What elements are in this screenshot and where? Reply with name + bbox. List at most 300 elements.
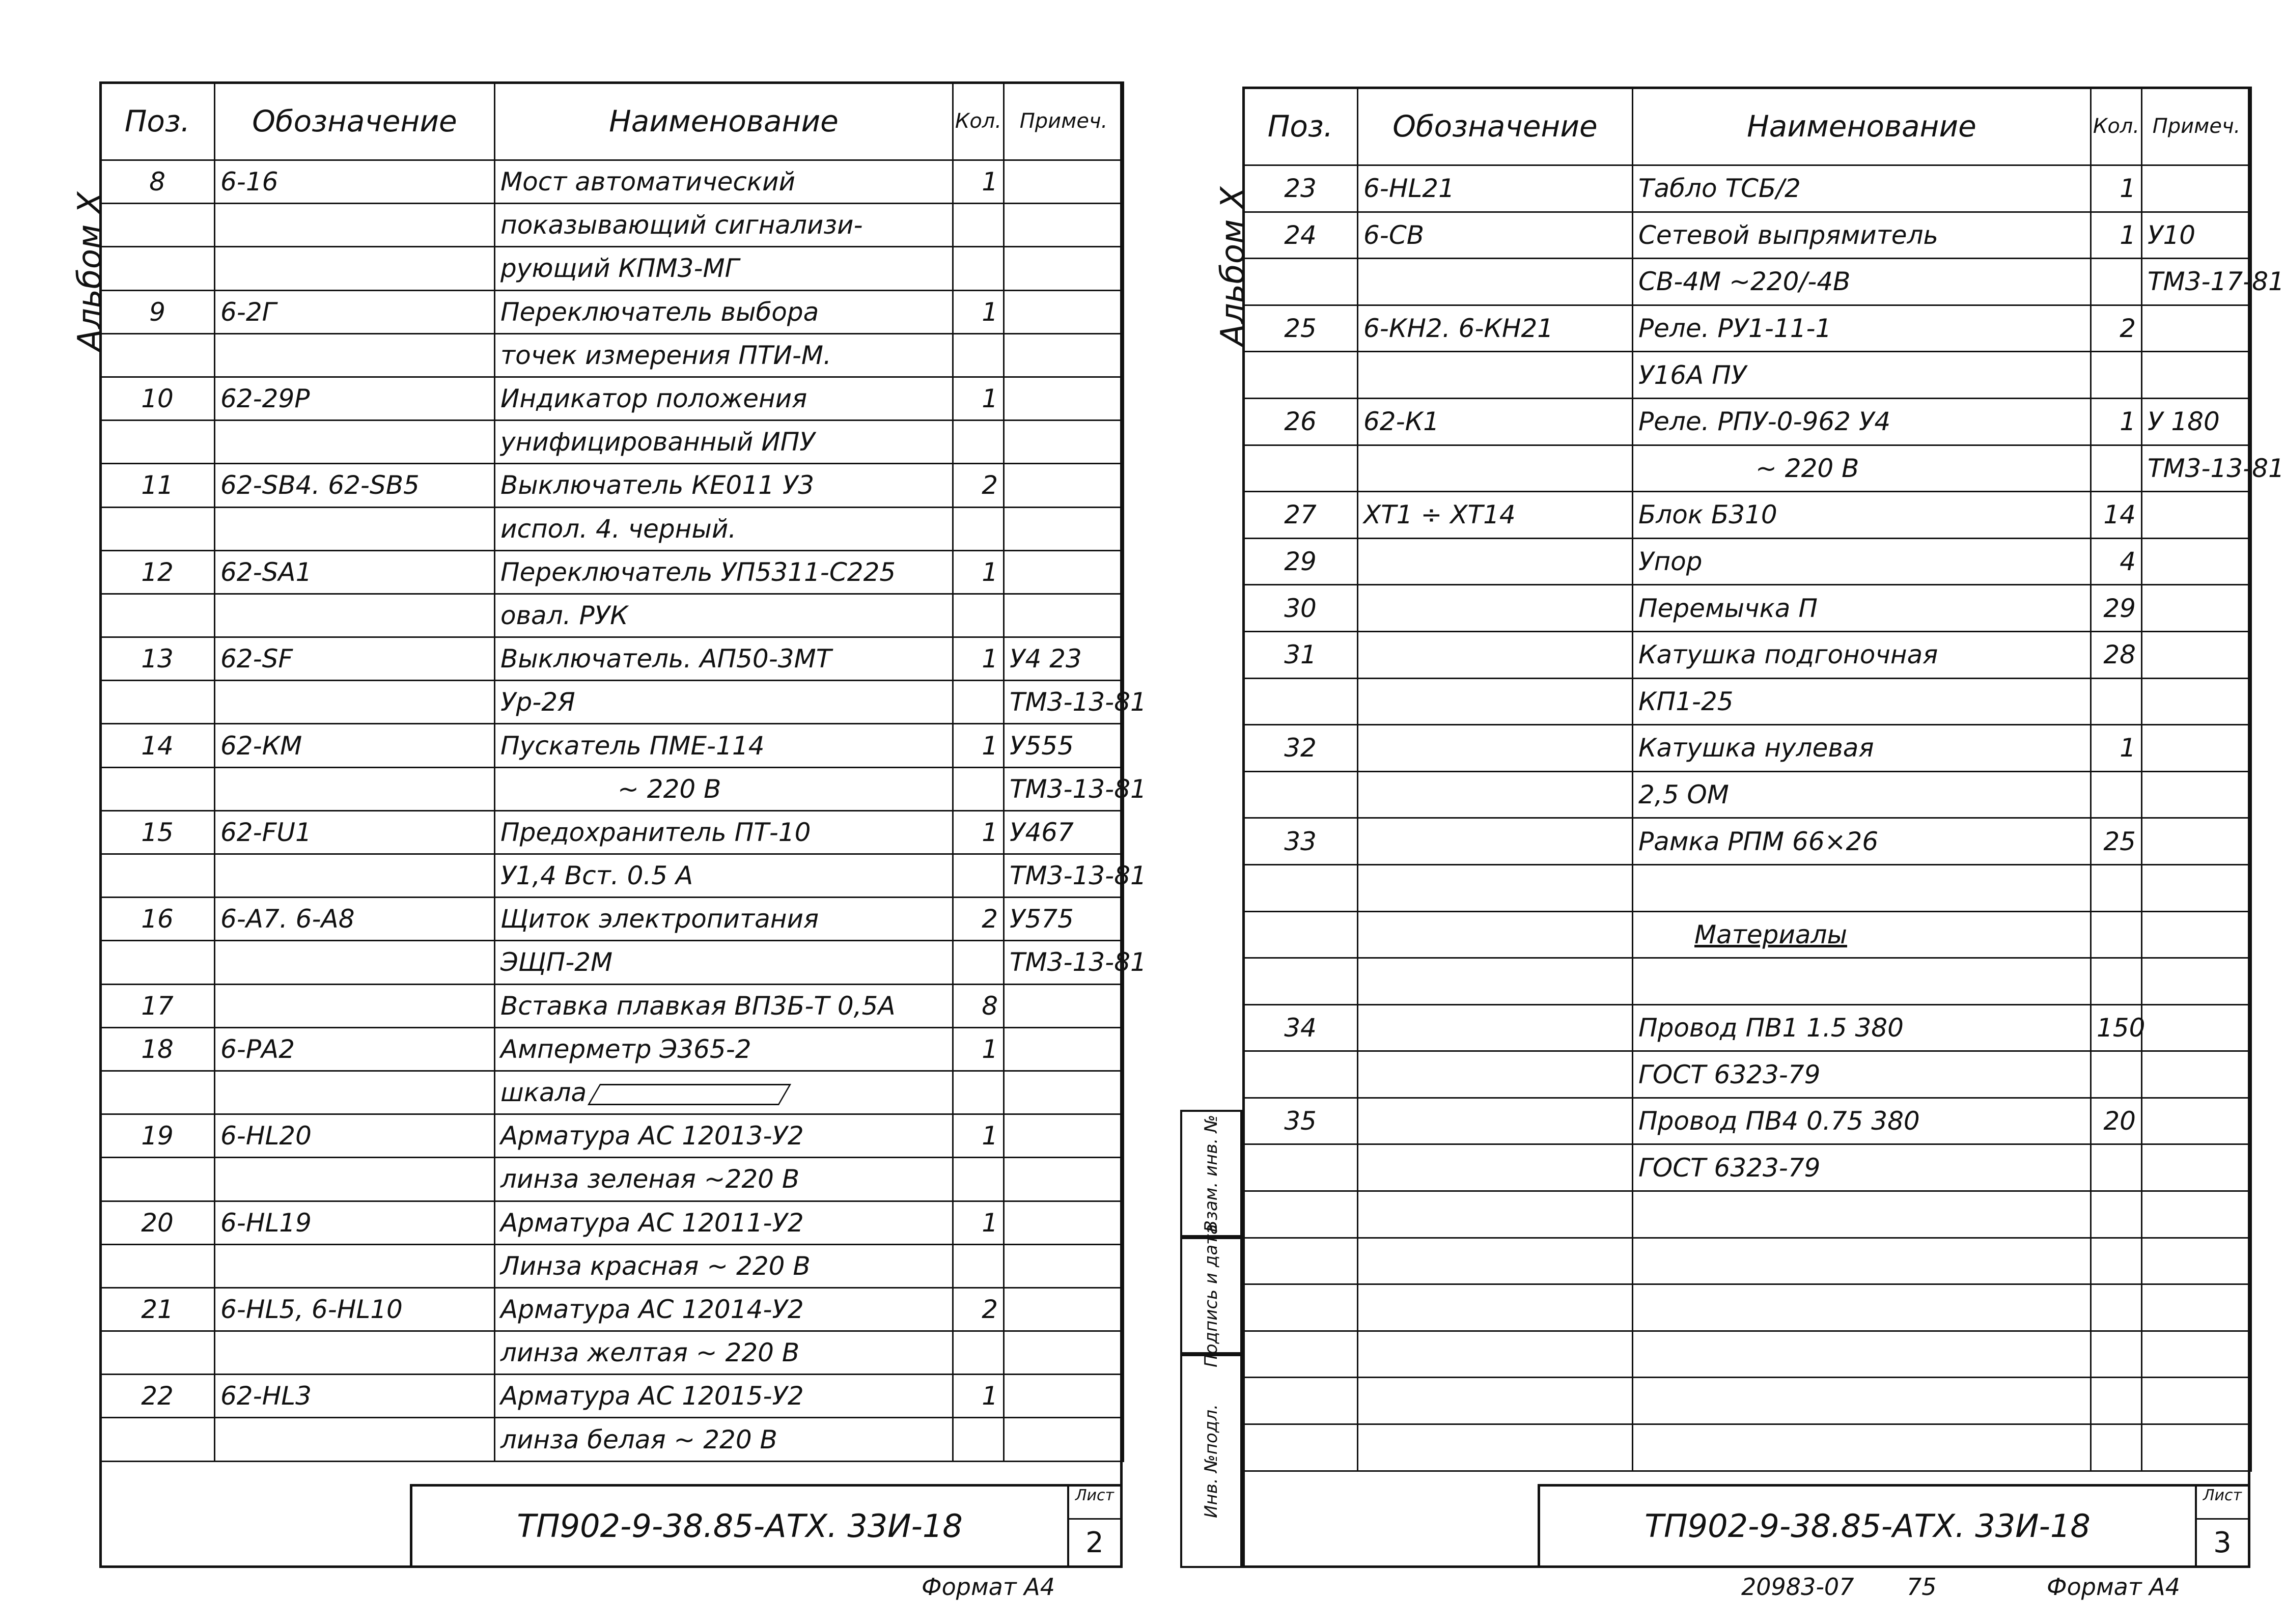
right-album-label: Альбом X <box>1214 186 1252 346</box>
qty-cell-text: 8 <box>982 991 998 1021</box>
qty-cell-text: 1 <box>982 384 998 414</box>
table-row <box>1243 1144 2251 1191</box>
pos-cell <box>100 1114 215 1158</box>
table-row <box>100 1158 1124 1201</box>
qty-cell-text: 2 <box>982 1294 998 1324</box>
designation-cell <box>1358 864 1633 911</box>
name-cell-text: Материалы <box>1694 919 1847 949</box>
pos-cell-text: 11 <box>141 470 174 500</box>
pos-cell-text: 12 <box>141 557 174 587</box>
note-cell <box>2142 352 2251 399</box>
designation-cell <box>1358 678 1633 725</box>
note-cell-text: У555 <box>1010 731 1074 761</box>
pos-cell <box>100 594 215 637</box>
designation-cell <box>215 854 495 898</box>
pos-cell-text: 27 <box>1284 500 1317 530</box>
left-spec-table <box>99 81 1147 1462</box>
name-cell <box>1633 212 2091 259</box>
name-cell-text: Катушка подгоночная <box>1638 640 1938 670</box>
designation-cell <box>1358 398 1633 445</box>
qty-cell <box>2091 212 2142 259</box>
right-spec-table <box>1242 87 2284 1472</box>
name-cell-text: Блок Б310 <box>1638 500 1777 530</box>
designation-cell <box>215 247 495 290</box>
name-cell <box>1633 1144 2091 1191</box>
designation-cell <box>215 1331 495 1375</box>
pos-cell-text: 26 <box>1284 407 1317 437</box>
pos-cell-text: 24 <box>1284 220 1317 250</box>
note-cell <box>2142 1284 2251 1331</box>
table-row <box>100 1114 1124 1158</box>
name-cell <box>495 767 953 810</box>
note-cell-text: У575 <box>1010 904 1074 934</box>
side-label-replace-text: Взам. инв. № <box>1201 1114 1221 1233</box>
pos-cell <box>100 1287 215 1331</box>
name-cell <box>495 1114 953 1158</box>
designation-cell <box>215 377 495 420</box>
designation-cell <box>1358 445 1633 492</box>
table-row <box>1243 305 2251 352</box>
qty-cell <box>953 810 1004 854</box>
pos-cell <box>1243 445 1358 492</box>
name-cell <box>1633 165 2091 212</box>
qty-cell <box>953 1027 1004 1071</box>
note-cell <box>2142 585 2251 632</box>
note-cell <box>2142 631 2251 678</box>
qty-cell <box>2091 1284 2142 1331</box>
pos-cell <box>100 160 215 204</box>
note-cell <box>1004 247 1124 290</box>
name-cell <box>1633 1191 2091 1238</box>
designation-cell-text: 62-FU1 <box>220 817 312 847</box>
designation-cell <box>1358 1098 1633 1144</box>
name-cell <box>495 1158 953 1201</box>
name-cell-text: Индикатор положения <box>500 384 807 414</box>
name-cell-text: Выключатель. АП50-3МТ <box>500 644 832 674</box>
table-row <box>100 637 1124 681</box>
side-label-sign-text: Подпись и дата <box>1201 1224 1221 1367</box>
designation-cell <box>215 1158 495 1201</box>
name-cell-text: Арматура АС 12013-У2 <box>500 1121 804 1151</box>
designation-cell <box>215 204 495 247</box>
name-cell <box>495 1418 953 1461</box>
name-cell-text: рующий КПМ3-МГ <box>500 254 739 284</box>
right-page-number: 75 <box>1907 1573 1937 1601</box>
note-cell <box>2142 1191 2251 1238</box>
table-row <box>100 550 1124 594</box>
pos-cell <box>100 941 215 984</box>
note-cell <box>1004 550 1124 594</box>
designation-cell <box>215 1418 495 1461</box>
left-header-row <box>100 82 1124 160</box>
pos-cell <box>100 1331 215 1375</box>
designation-cell <box>1358 538 1633 585</box>
table-row <box>1243 631 2251 678</box>
table-row <box>100 421 1124 464</box>
note-cell <box>1004 724 1124 767</box>
name-cell <box>495 941 953 984</box>
pos-cell <box>100 333 215 377</box>
name-cell <box>1633 1284 2091 1331</box>
qty-cell <box>2091 1004 2145 1051</box>
pos-cell <box>1243 1238 1358 1284</box>
pos-cell <box>100 810 215 854</box>
pos-cell <box>100 550 215 594</box>
note-cell <box>1004 898 1124 941</box>
pos-cell <box>1243 1098 1358 1144</box>
note-cell <box>2142 1004 2251 1051</box>
name-cell <box>1633 1098 2091 1144</box>
note-cell <box>2142 398 2251 445</box>
name-cell <box>1633 771 2091 818</box>
designation-cell <box>215 1244 495 1287</box>
designation-cell-text: ХТ1 ÷ ХТ14 <box>1363 500 1516 530</box>
note-cell <box>1004 377 1124 420</box>
name-cell <box>1633 352 2091 399</box>
pos-cell <box>100 681 215 724</box>
pos-cell-text: 14 <box>141 731 174 761</box>
designation-cell-text: 6-РА2 <box>220 1034 295 1064</box>
table-row <box>100 898 1124 941</box>
qty-cell <box>2091 818 2142 865</box>
table-row <box>1243 911 2251 958</box>
designation-cell-text: 62-SA1 <box>220 557 312 587</box>
designation-cell-text: 6-КН2. 6-КН21 <box>1363 314 1554 344</box>
name-cell <box>495 898 953 941</box>
designation-cell <box>215 724 495 767</box>
note-cell <box>1004 984 1124 1027</box>
note-cell <box>2142 212 2251 259</box>
table-row <box>1243 725 2251 772</box>
qty-cell <box>953 1244 1004 1287</box>
qty-cell-text: 4 <box>2120 547 2136 577</box>
note-cell <box>1004 1331 1124 1375</box>
qty-cell <box>953 333 1004 377</box>
note-cell <box>1004 290 1124 333</box>
pos-cell <box>100 637 215 681</box>
pos-cell <box>100 1071 215 1114</box>
pos-cell <box>100 1158 215 1201</box>
table-row <box>1243 212 2251 259</box>
qty-cell <box>953 464 1004 507</box>
designation-cell-text: 6-HL21 <box>1363 174 1455 204</box>
designation-cell <box>1358 1378 1633 1424</box>
qty-cell-text: 20 <box>2103 1106 2136 1136</box>
note-cell <box>1004 681 1147 724</box>
name-cell-text: Арматура АС 12011-У2 <box>500 1208 804 1238</box>
table-row <box>1243 1238 2251 1284</box>
designation-cell <box>1358 1238 1633 1284</box>
note-cell-text: У 180 <box>2148 407 2220 437</box>
pos-cell <box>100 1375 215 1418</box>
right-sheet-number: 3 <box>2213 1526 2232 1559</box>
note-cell <box>2142 1378 2251 1424</box>
left-title-stamp <box>410 1484 1123 1568</box>
pos-cell <box>1243 631 1358 678</box>
qty-cell-text: 1 <box>982 1208 998 1238</box>
table-row <box>1243 678 2251 725</box>
name-cell-text: Табло ТСБ/2 <box>1638 174 1801 204</box>
qty-cell <box>953 681 1004 724</box>
name-cell-text: показывающий сигнализи- <box>500 210 863 240</box>
name-cell-text: Рамка РПМ 66×26 <box>1638 826 1879 856</box>
name-cell-text: ~ 220 В <box>1755 453 1859 483</box>
name-cell <box>495 507 953 550</box>
name-cell <box>1633 1051 2091 1098</box>
name-cell <box>1633 492 2091 539</box>
header-designation: Обозначение <box>215 82 495 160</box>
designation-cell <box>215 1027 495 1071</box>
qty-cell <box>953 377 1004 420</box>
note-cell <box>1004 810 1124 854</box>
pos-cell-text: 25 <box>1284 314 1317 344</box>
pos-cell-text: 18 <box>141 1034 174 1064</box>
side-label-replace <box>1180 1110 1242 1237</box>
table-row <box>100 507 1124 550</box>
note-cell-text: ТМ3-13-81 <box>1010 861 1147 891</box>
qty-cell <box>953 290 1004 333</box>
left-sheet-label: Лист <box>1069 1487 1120 1520</box>
name-cell-text: Провод ПВ1 1.5 380 <box>1638 1013 1904 1043</box>
pos-cell <box>100 464 215 507</box>
pos-cell-text: 8 <box>149 167 165 197</box>
qty-cell <box>953 1071 1004 1114</box>
name-cell <box>495 1375 953 1418</box>
note-cell <box>2142 1051 2251 1098</box>
name-cell <box>495 550 953 594</box>
name-cell-text: линза зеленая ~220 В <box>500 1164 800 1194</box>
header-designation: Обозначение <box>1358 88 1633 165</box>
qty-cell <box>2091 771 2142 818</box>
name-cell <box>495 681 953 724</box>
pos-cell-text: 19 <box>141 1121 174 1151</box>
note-cell <box>2142 725 2251 772</box>
pos-cell-text: 33 <box>1284 826 1317 856</box>
qty-cell-text: 25 <box>2103 826 2136 856</box>
pos-cell <box>1243 1004 1358 1051</box>
name-cell-text: Амперметр Э365-2 <box>500 1034 751 1064</box>
qty-cell <box>2091 678 2142 725</box>
name-cell-text: унифицированный ИПУ <box>500 427 815 457</box>
designation-cell-text: 6-СВ <box>1363 220 1425 250</box>
name-cell-text: Реле. РПУ-0-962 У4 <box>1638 407 1891 437</box>
designation-cell <box>215 1114 495 1158</box>
name-cell <box>495 1287 953 1331</box>
pos-cell-text: 15 <box>141 817 174 847</box>
designation-cell <box>1358 1191 1633 1238</box>
note-cell <box>1004 204 1124 247</box>
name-cell <box>1633 818 2091 865</box>
table-row <box>100 854 1124 898</box>
name-cell <box>495 637 953 681</box>
name-cell-text: ЭЩП-2М <box>500 947 613 977</box>
pos-cell <box>1243 585 1358 632</box>
name-cell <box>495 1244 953 1287</box>
name-cell <box>495 290 953 333</box>
left-format-footer: Формат А4 <box>922 1573 1055 1601</box>
designation-cell-text: 6-16 <box>220 167 278 197</box>
designation-cell <box>1358 1051 1633 1098</box>
note-cell <box>1004 507 1124 550</box>
name-cell-text: испол. 4. черный. <box>500 514 737 544</box>
note-cell <box>2142 445 2284 492</box>
designation-cell <box>1358 165 1633 212</box>
table-row <box>100 984 1124 1027</box>
pos-cell-text: 34 <box>1284 1013 1317 1043</box>
side-label-inv <box>1180 1354 1242 1568</box>
pos-cell <box>1243 911 1358 958</box>
designation-cell <box>1358 958 1633 1005</box>
pos-cell <box>1243 1378 1358 1424</box>
pos-cell <box>1243 818 1358 865</box>
note-cell-text: У10 <box>2148 220 2196 250</box>
name-cell-text: овал. РУК <box>500 600 628 630</box>
table-row <box>1243 1284 2251 1331</box>
qty-cell <box>953 1331 1004 1375</box>
qty-cell <box>953 550 1004 594</box>
right-stamp-code: ТП902-9-38.85-АТХ. 33И-18 <box>1645 1507 2091 1545</box>
name-cell-text: У1,4 Вст. 0.5 А <box>500 861 693 891</box>
name-cell-text: Упор <box>1638 547 1703 577</box>
note-cell <box>1004 1114 1124 1158</box>
pos-cell <box>100 1418 215 1461</box>
qty-cell <box>2091 445 2142 492</box>
qty-cell <box>953 1114 1004 1158</box>
qty-cell <box>953 984 1004 1027</box>
name-cell <box>1633 1238 2091 1284</box>
designation-cell <box>215 898 495 941</box>
name-cell <box>495 333 953 377</box>
name-cell <box>495 984 953 1027</box>
note-cell <box>1004 1071 1124 1114</box>
table-row <box>100 1331 1124 1375</box>
note-cell <box>2142 492 2251 539</box>
name-cell <box>1633 725 2091 772</box>
table-row <box>100 724 1124 767</box>
note-cell <box>1004 160 1124 204</box>
qty-cell <box>953 421 1004 464</box>
pos-cell <box>1243 771 1358 818</box>
table-row <box>100 464 1124 507</box>
designation-cell <box>1358 212 1633 259</box>
designation-cell-text: 6-HL19 <box>220 1208 312 1238</box>
table-row <box>100 941 1124 984</box>
pos-cell-text: 10 <box>141 384 174 414</box>
note-cell <box>1004 1375 1124 1418</box>
right-format-footer: Формат А4 <box>2047 1573 2180 1601</box>
name-cell <box>495 594 953 637</box>
name-cell-text: Перемычка П <box>1638 593 1818 623</box>
qty-cell-text: 1 <box>982 731 998 761</box>
designation-cell <box>215 507 495 550</box>
name-cell <box>495 160 953 204</box>
name-cell <box>495 464 953 507</box>
note-cell <box>2142 771 2251 818</box>
name-cell-text: шкала <box>500 1078 587 1108</box>
pos-cell-text: 30 <box>1284 593 1317 623</box>
name-cell <box>1633 1331 2091 1378</box>
left-album-label: Альбом X <box>71 191 109 351</box>
table-row <box>100 1201 1124 1244</box>
right-sheet-box <box>2195 1487 2248 1565</box>
name-cell <box>1633 259 2091 305</box>
designation-cell <box>1358 1424 1633 1471</box>
note-cell <box>2142 1238 2251 1284</box>
table-row <box>1243 1098 2251 1144</box>
designation-cell-text: 62-SB4. 62-SB5 <box>220 470 420 500</box>
note-cell <box>2142 958 2251 1005</box>
table-row <box>1243 259 2251 305</box>
table-row <box>100 681 1124 724</box>
pos-cell <box>1243 958 1358 1005</box>
qty-cell-text: 2 <box>982 904 998 934</box>
pos-cell <box>100 898 215 941</box>
qty-cell <box>953 854 1004 898</box>
table-row <box>100 1244 1124 1287</box>
table-row <box>100 160 1124 204</box>
table-row <box>100 333 1124 377</box>
pos-cell-text: 17 <box>141 991 174 1021</box>
pos-cell <box>1243 492 1358 539</box>
qty-cell <box>2091 911 2142 958</box>
designation-cell <box>1358 259 1633 305</box>
table-row <box>100 1071 1124 1114</box>
left-sheet-number: 2 <box>1085 1526 1104 1559</box>
qty-cell <box>2091 1051 2142 1098</box>
header-name: Наименование <box>495 82 953 160</box>
name-cell <box>495 810 953 854</box>
designation-cell <box>215 464 495 507</box>
table-row <box>100 767 1124 810</box>
qty-cell <box>2091 398 2142 445</box>
qty-cell <box>953 247 1004 290</box>
pos-cell <box>100 984 215 1027</box>
header-qty: Кол. <box>953 82 1004 160</box>
name-cell-text: ~ 220 В <box>618 774 721 804</box>
name-cell-text: линза белая ~ 220 В <box>500 1424 777 1454</box>
pos-cell <box>100 247 215 290</box>
qty-cell-text: 1 <box>982 557 998 587</box>
qty-cell <box>2091 259 2142 305</box>
qty-cell-text: 1 <box>982 1381 998 1411</box>
table-row <box>1243 492 2251 539</box>
designation-cell-text: 6-А7. 6-А8 <box>220 904 355 934</box>
note-cell <box>1004 767 1147 810</box>
name-cell <box>495 204 953 247</box>
note-cell-text: ТМ3-13-81 <box>1010 947 1147 977</box>
name-cell <box>495 724 953 767</box>
name-cell-text: Мост автоматический <box>500 167 796 197</box>
qty-cell <box>2091 538 2142 585</box>
table-row <box>100 1375 1124 1418</box>
designation-cell <box>215 681 495 724</box>
note-cell <box>2142 1144 2251 1191</box>
note-cell <box>2142 305 2251 352</box>
name-cell-text: Пускатель ПМЕ-114 <box>500 731 765 761</box>
note-cell <box>1004 1201 1124 1244</box>
qty-cell-text: 28 <box>2103 640 2136 670</box>
note-cell <box>2142 678 2251 725</box>
note-cell <box>2142 1331 2251 1378</box>
name-cell <box>1633 305 2091 352</box>
pos-cell <box>1243 1191 1358 1238</box>
note-cell <box>1004 941 1147 984</box>
pos-cell <box>100 854 215 898</box>
name-cell <box>1633 958 2091 1005</box>
pos-cell <box>1243 725 1358 772</box>
name-cell-text: Вставка плавкая ВП3Б-Т 0,5А <box>500 991 896 1021</box>
name-cell <box>1633 678 2091 725</box>
